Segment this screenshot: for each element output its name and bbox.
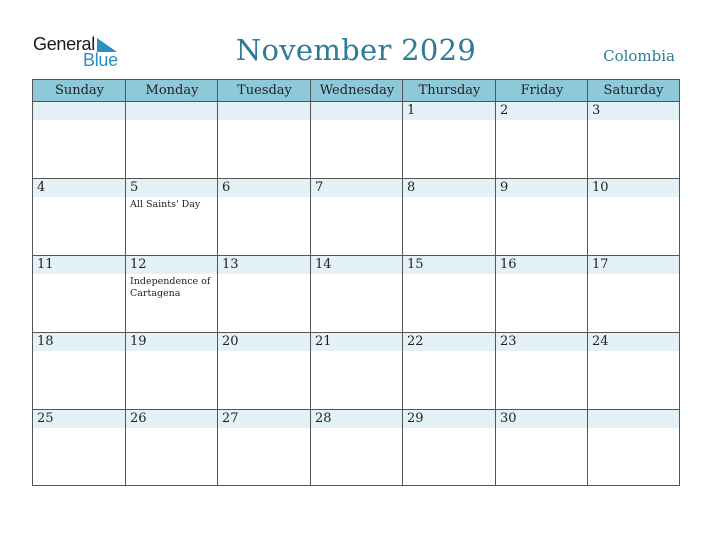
day-number: 29 [407,411,424,426]
day-number: 20 [222,334,239,349]
column-divider [310,80,311,485]
weekday-wednesday: Wednesday [319,83,395,98]
day-number: 13 [222,257,239,272]
day-number: 12 [130,257,147,272]
country-label: Colombia [603,47,675,65]
week-divider [33,332,679,333]
day-number: 5 [130,180,139,195]
week-divider [33,255,679,256]
day-number: 6 [222,180,231,195]
day-number: 11 [37,257,54,272]
day-number: 19 [130,334,147,349]
day-number: 8 [407,180,416,195]
day-number: 10 [592,180,609,195]
day-number: 1 [407,103,416,118]
day-number: 17 [592,257,609,272]
logo-blue-text: Blue [83,50,118,70]
day-number: 28 [315,411,332,426]
weekday-sunday: Sunday [54,83,105,98]
day-number: 18 [37,334,54,349]
logo-general-text: General [33,34,95,54]
weekday-thursday: Thursday [418,83,481,98]
holiday-label: All Saints' Day [130,199,201,210]
day-number: 26 [130,411,147,426]
column-divider [495,80,496,485]
day-number: 2 [500,103,509,118]
weekday-saturday: Saturday [603,83,664,98]
calendar-grid [32,79,680,486]
column-divider [587,80,588,485]
day-number: 22 [407,334,424,349]
weekday-tuesday: Tuesday [237,83,292,98]
calendar-title: November 2029 [235,33,477,67]
weekday-friday: Friday [520,83,564,98]
column-divider [125,80,126,485]
day-number: 7 [315,180,324,195]
weekday-monday: Monday [145,83,199,98]
column-divider [402,80,403,485]
day-number: 3 [592,103,601,118]
day-number: 16 [500,257,517,272]
day-number: 30 [500,411,517,426]
weekday-header [33,80,679,102]
day-number: 14 [315,257,332,272]
holiday-label: Independence of Cartagena [130,276,211,299]
day-number: 25 [37,411,54,426]
week-divider [33,409,679,410]
day-number: 21 [315,334,332,349]
day-number: 27 [222,411,239,426]
day-number: 15 [407,257,424,272]
day-number: 24 [592,334,609,349]
column-divider [217,80,218,485]
day-number: 4 [37,180,46,195]
day-number: 23 [500,334,517,349]
week-divider [33,178,679,179]
week-band [33,102,679,120]
day-number: 9 [500,180,509,195]
